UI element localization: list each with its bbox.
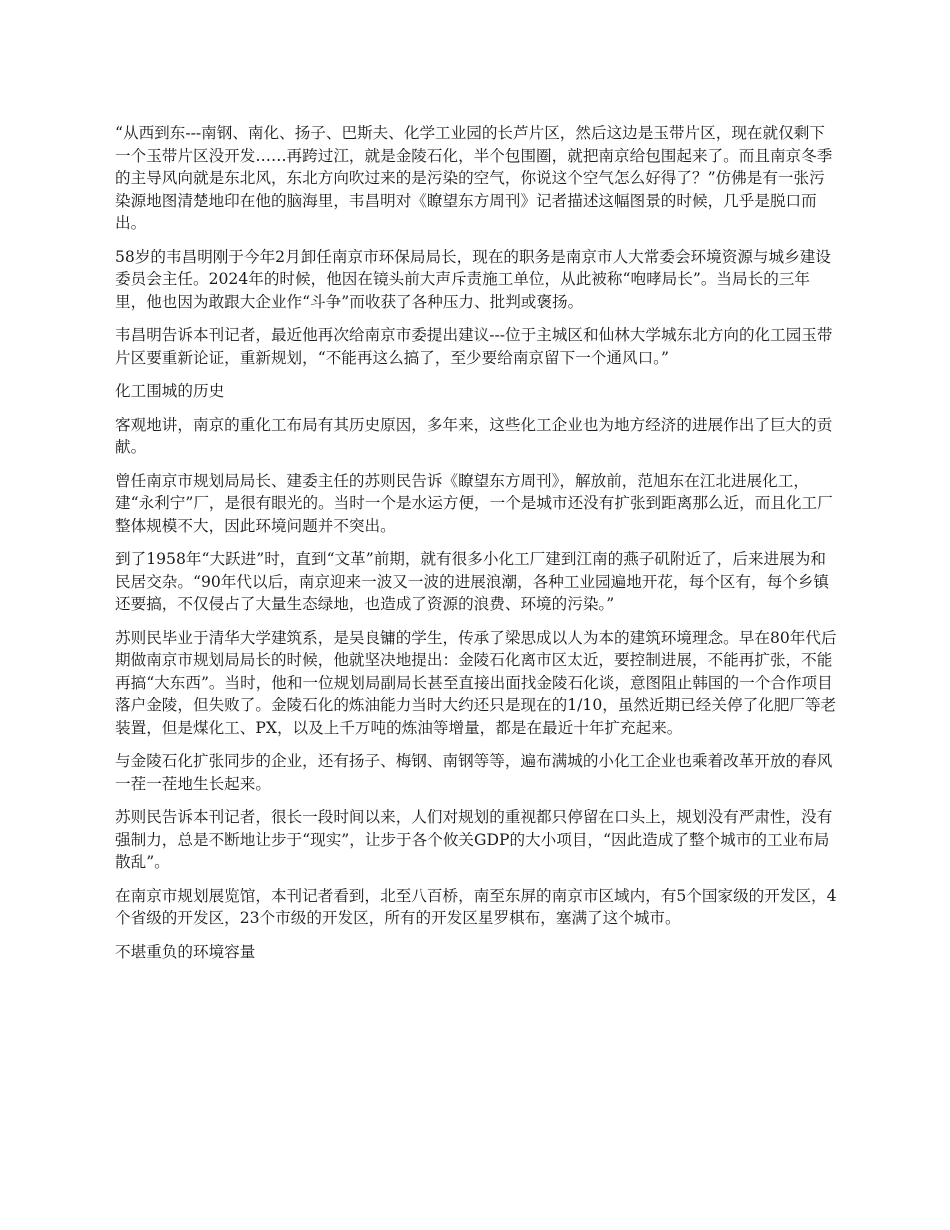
paragraph-4: 客观地讲，南京的重化工布局有其历史原因，多年来，这些化工企业也为地方经济的进展作出了巨大的贡献。 <box>115 415 833 456</box>
paragraph-1: “从西到东---南钢、南化、扬子、巴斯夫、化学工业园的长芦片区，然后这边是玉带片区，现在就仅剩下一个玉带片区没开发……再跨过江，就是金陵石化，半个包围圈，就把南京给包围起来了。而且南京冬季的主导风向就是东北风，东北方向吹过来的是污染的空气，你说这个空气怎么好得了？”仿佛是有一张污染源地图清楚地印在他的脑海里，韦昌明对《瞭望东方周刊》记者描述这幅图景的时候，几乎是脱口而出。 <box>115 124 833 232</box>
paragraph-5: 曾任南京市规划局局长、建委主任的苏则民告诉《瞭望东方周刊》，解放前，范旭东在江北进展化工，建“永利宁”厂，是很有眼光的。当时一个是水运方便，一个是城市还没有扩张到距离那么近，而且化工厂整体规模不大，因此环境问题并不突出。 <box>115 471 833 535</box>
paragraph-9: 苏则民告诉本刊记者，很长一段时间以来，人们对规划的重视都只停留在口头上，规划没有严肃性，没有强制力，总是不断地让步于“现实”，让步于各个攸关GDP的大小项目，“因此造成了整个城市的工业布局散乱”。 <box>115 808 833 871</box>
paragraph-6: 到了1958年“大跃进”时，直到“文革”前期，就有很多小化工厂建到江南的燕子矶附近了，后来进展为和民居交杂。“90年代以后，南京迎来一波又一波的进展浪潮，各种工业园遍地开花，每个区有，每个乡镇还要搞，不仅侵占了大量生态绿地，也造成了资源的浪费、环境的污染。” <box>115 550 829 613</box>
paragraph-7: 苏则民毕业于清华大学建筑系，是吴良镛的学生，传承了梁思成以人为本的建筑环境理念。早在80年代后期做南京市规划局局长的时候，他就坚决地提出：金陵石化离市区太近，要控制进展，不能再扩张，不能再搞“大东西”。当时，他和一位规划局副局长甚至直接出面找金陵石化谈，意图阻止韩国的一个合作项目落户金陵，但失败了。金陵石化的炼油能力当时大约还只是现在的1/10，虽然近期已经关停了化肥厂等老装置，但是煤化工、PX，以及上千万吨的炼油等增量，都是在最近十年扩充起来。 <box>115 628 837 737</box>
paragraph-2: 58岁的韦昌明刚于今年2月卸任南京市环保局局长，现在的职务是南京市人大常委会环境资源与城乡建设委员会主任。2024年的时候，他因在镜头前大声斥责施工单位，从此被称“咆哮局长”。当局长的三年里，他也因为敢跟大企业作“斗争”而收获了各种压力、批判或褒扬。 <box>115 247 831 311</box>
paragraph-3: 韦昌明告诉本刊记者，最近他再次给南京市委提出建议---位于主城区和仙林大学城东北方向的化工园玉带片区要重新论证，重新规划，“不能再这么搞了，至少要给南京留下一个通风口。” <box>115 326 833 367</box>
paragraph-8: 与金陵石化扩张同步的企业，还有扬子、梅钢、南钢等等，遍布满城的小化工企业也乘着改革开放的春风一茬一茬地生长起来。 <box>115 752 833 793</box>
section-heading-1: 化工围城的历史 <box>115 382 225 400</box>
paragraph-10: 在南京市规划展览馆，本刊记者看到，北至八百桥，南至东屏的南京市区域内，有5个国家级的开发区，4个省级的开发区，23个市级的开发区，所有的开发区星罗棋布，塞满了这个城市。 <box>115 886 837 927</box>
document-page <box>115 122 838 974</box>
section-heading-2: 不堪重负的环境容量 <box>115 942 256 961</box>
